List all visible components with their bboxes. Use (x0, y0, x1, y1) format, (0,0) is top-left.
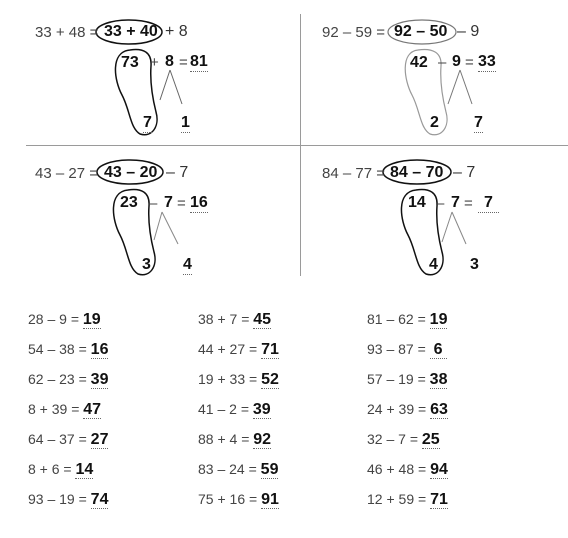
split-value-a: 4 (429, 256, 438, 273)
intermediate-value: 42 (410, 54, 428, 71)
equals-sign: = (179, 54, 188, 71)
exercise-answer: 91 (261, 491, 279, 508)
exercise-item (367, 370, 447, 389)
result-answer: 81 (190, 53, 208, 70)
equals-sign: = (464, 195, 473, 212)
exercise-item (28, 340, 108, 359)
step-operation: – 7 (453, 164, 476, 181)
split-lines (154, 212, 178, 244)
exercise-answer: 19 (82, 311, 101, 328)
exercise-answer: 63 (430, 401, 448, 418)
exercise-item (198, 430, 271, 449)
step-operation: + 8 (165, 23, 188, 40)
exercise-answer: 71 (261, 341, 279, 358)
exercise-item (28, 370, 108, 389)
exercise-problem: 19 + 33 = (198, 371, 258, 387)
exercise-answer: 94 (430, 461, 448, 478)
exercise-problem: 88 + 4 = (198, 431, 250, 447)
result-answer: 33 (478, 53, 496, 70)
exercise-answer: 25 (421, 431, 440, 448)
exercise-item (198, 370, 279, 389)
equals-sign: = (177, 195, 186, 212)
exercise-item (28, 310, 101, 329)
step-operation: – 9 (457, 23, 480, 40)
exercise-item (198, 400, 271, 419)
exercise-answer: 27 (90, 431, 109, 448)
exercise-answer: 38 (429, 371, 448, 388)
exercise-answer: 71 (430, 491, 448, 508)
exercise-problem: 44 + 27 = (198, 341, 258, 357)
split-value-a: 3 (142, 256, 151, 273)
exercise-problem: 54 – 38 = (28, 341, 87, 357)
intermediate-value: 14 (408, 194, 426, 211)
split-value-b: 4 (183, 256, 192, 273)
exercise-problem: 62 – 23 = (28, 371, 87, 387)
split-lines (448, 70, 472, 104)
exercise-answer: 47 (83, 401, 102, 418)
equals-sign: = (465, 54, 474, 71)
exercise-item (367, 490, 448, 509)
split-value-b: 3 (470, 256, 479, 273)
exercise-answer: 92 (253, 431, 272, 448)
circled-expression: 84 – 70 (390, 164, 444, 181)
exercise-problem: 41 – 2 = (198, 401, 249, 417)
exercise-item (28, 400, 101, 419)
exercise-item (198, 490, 279, 509)
equation: 92 – 59 = (322, 24, 385, 41)
exercise-item (28, 460, 93, 479)
circled-expression: 92 – 50 (394, 23, 448, 40)
exercise-item (198, 310, 271, 329)
split-lines (160, 70, 182, 104)
exercise-item (367, 310, 447, 329)
exercise-problem: 8 + 6 = (28, 461, 72, 477)
split-value-b: 7 (474, 114, 483, 131)
intermediate-value: 73 (121, 54, 139, 71)
horizontal-divider (26, 145, 568, 146)
result-answer: 16 (190, 194, 208, 211)
operator: – (436, 195, 445, 212)
exercise-item (28, 430, 108, 449)
exercise-item (367, 430, 440, 449)
exercise-problem: 38 + 7 = (198, 311, 250, 327)
vertical-divider (300, 14, 301, 276)
exercise-item (367, 400, 448, 419)
exercise-problem: 46 + 48 = (367, 461, 427, 477)
circled-expression: 43 – 20 (104, 164, 158, 181)
step-value: 7 (451, 194, 460, 211)
equation: 84 – 77 = (322, 165, 385, 182)
step-value: 7 (164, 194, 173, 211)
exercise-answer: 6 (430, 341, 447, 359)
exercise-item (367, 460, 448, 479)
equation: 43 – 27 = (35, 165, 98, 182)
exercise-answer: 14 (75, 461, 94, 478)
exercise-answer: 59 (260, 461, 279, 478)
step-value: 9 (452, 53, 461, 70)
step-value: 8 (165, 53, 174, 70)
exercise-problem: 32 – 7 = (367, 431, 418, 447)
exercise-answer: 45 (253, 311, 272, 328)
exercise-item (28, 490, 108, 509)
exercise-answer: 39 (252, 401, 271, 418)
exercise-item (198, 460, 278, 479)
exercise-answer: 74 (90, 491, 109, 508)
intermediate-value: 23 (120, 194, 138, 211)
exercise-problem: 81 – 62 = (367, 311, 426, 327)
split-value-b: 1 (181, 114, 190, 131)
exercise-problem: 83 – 24 = (198, 461, 257, 477)
exercise-answer: 19 (429, 311, 448, 328)
operator: – (438, 54, 447, 71)
equation: 33 + 48 = (35, 24, 99, 41)
exercise-problem: 12 + 59 = (367, 491, 427, 507)
exercise-problem: 57 – 19 = (367, 371, 426, 387)
exercise-problem: 64 – 37 = (28, 431, 87, 447)
exercise-problem: 8 + 39 = (28, 401, 80, 417)
exercise-problem: 24 + 39 = (367, 401, 427, 417)
exercise-answer: 52 (261, 371, 279, 388)
exercise-problem: 93 – 87 = (367, 341, 426, 357)
operator: + (150, 54, 159, 71)
split-value-a: 7 (143, 114, 152, 131)
exercise-item (198, 340, 279, 359)
split-value-a: 2 (430, 114, 439, 131)
step-operation: – 7 (166, 164, 189, 181)
result-answer: 7 (478, 194, 499, 213)
exercise-answer: 39 (90, 371, 109, 388)
exercise-item (367, 340, 447, 359)
exercise-problem: 75 + 16 = (198, 491, 258, 507)
split-lines (442, 212, 466, 244)
exercise-problem: 28 – 9 = (28, 311, 79, 327)
operator: – (149, 195, 158, 212)
circled-expression: 33 + 40 (104, 23, 158, 40)
exercise-problem: 93 – 19 = (28, 491, 87, 507)
exercise-answer: 16 (90, 341, 109, 358)
